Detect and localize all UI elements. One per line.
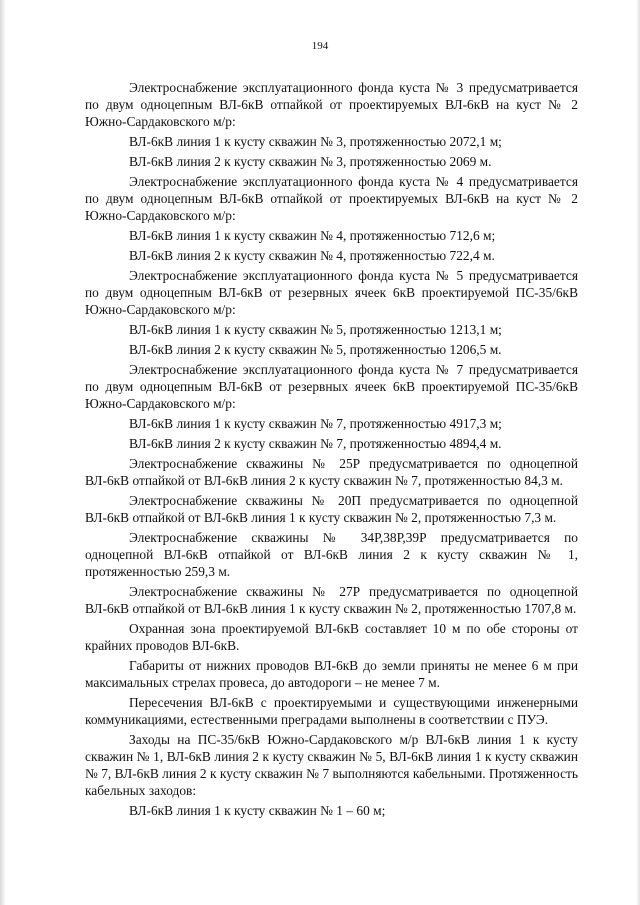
paragraph: Габариты от нижних проводов ВЛ-6кВ до земли приняты не менее 6 м при максимальных стрелах провеса, до автодороги – не менее 7 м. bbox=[85, 658, 578, 690]
line-item: ВЛ-6кВ линия 1 к кусту скважин № 4, протяженностью 712,6 м; bbox=[129, 228, 496, 243]
line-item: ВЛ-6кВ линия 1 к кусту скважин № 7, протяженностью 4917,3 м; bbox=[129, 416, 502, 431]
document-body bbox=[85, 79, 578, 822]
line-item: ВЛ-6кВ линия 2 к кусту скважин № 3, протяженностью 2069 м. bbox=[129, 154, 492, 169]
page-number: 194 bbox=[311, 40, 329, 52]
line-item: ВЛ-6кВ линия 1 к кусту скважин № 3, протяженностью 2072,1 м; bbox=[129, 134, 502, 149]
line-item: ВЛ-6кВ линия 2 к кусту скважин № 5, протяженностью 1206,5 м. bbox=[129, 342, 502, 357]
paragraph: Электроснабжение скважины № 34Р,38Р,39Р предусматривается по одноцепной ВЛ-6кВ отпайкой от ВЛ-6кВ линия 2 к кусту скважин № 1, протяженностью 259,3 м. bbox=[85, 530, 578, 579]
paragraph: Электроснабжение эксплуатационного фонда куста № 4 предусматривается по двум одноцепным ВЛ-6кВ отпайкой от проектируемых ВЛ-6кВ на куст № 2 Южно-Сардаковского м/р: bbox=[85, 174, 578, 223]
scan-shadow-left bbox=[0, 0, 6, 905]
scan-shadow-right bbox=[636, 0, 640, 905]
paragraph: Электроснабжение скважины № 20П предусматривается по одноцепной ВЛ-6кВ отпайкой от ВЛ-6кВ линия 1 к кусту скважин № 2, протяженностью 7,3 м. bbox=[85, 493, 578, 525]
paragraph: Электроснабжение эксплуатационного фонда куста № 7 предусматривается по двум одноцепным ВЛ-6кВ от резервных ячеек 6кВ проектируемой ПС-35/6кВ Южно-Сардаковского м/р: bbox=[85, 362, 578, 411]
line-item: ВЛ-6кВ линия 1 к кусту скважин № 1 – 60 м; bbox=[129, 803, 386, 818]
paragraph: Электроснабжение скважины № 27Р предусматривается по одноцепной ВЛ-6кВ отпайкой от ВЛ-6кВ линия 1 к кусту скважин № 2, протяженностью 1707,8 м. bbox=[85, 584, 578, 616]
paragraph: Заходы на ПС-35/6кВ Южно-Сардаковского м/р ВЛ-6кВ линия 1 к кусту скважин № 1, ВЛ-6кВ линия 2 к кусту скважин № 5, ВЛ-6кВ линия 1 к кусту скважин № 7, ВЛ-6кВ линия 2 к кусту скважин № 7 выполняются кабельными. Протяженность кабельных заходов: bbox=[85, 732, 578, 798]
line-item: ВЛ-6кВ линия 2 к кусту скважин № 4, протяженностью 722,4 м. bbox=[129, 248, 495, 263]
paragraph: Электроснабжение эксплуатационного фонда куста № 3 предусматривается по двум одноцепным ВЛ-6кВ отпайкой от проектируемых ВЛ-6кВ на куст № 2 Южно-Сардаковского м/р: bbox=[85, 80, 578, 129]
paragraph: Пересечения ВЛ-6кВ с проектируемыми и существующими инженерными коммуникациями, естественными преградами выполнены в соответствии с ПУЭ. bbox=[85, 695, 578, 727]
paragraph: Электроснабжение эксплуатационного фонда куста № 5 предусматривается по двум одноцепным ВЛ-6кВ от резервных ячеек 6кВ проектируемой ПС-35/6кВ Южно-Сардаковского м/р: bbox=[85, 268, 578, 317]
line-item: ВЛ-6кВ линия 1 к кусту скважин № 5, протяженностью 1213,1 м; bbox=[129, 322, 502, 337]
paragraph: Охранная зона проектируемой ВЛ-6кВ составляет 10 м по обе стороны от крайних проводов ВЛ-6кВ. bbox=[85, 621, 578, 653]
line-item: ВЛ-6кВ линия 2 к кусту скважин № 7, протяженностью 4894,4 м. bbox=[129, 436, 502, 451]
paragraph: Электроснабжение скважины № 25Р предусматривается по одноцепной ВЛ-6кВ отпайкой от ВЛ-6кВ линия 2 к кусту скважин № 7, протяженностью 84,3 м. bbox=[85, 456, 578, 488]
